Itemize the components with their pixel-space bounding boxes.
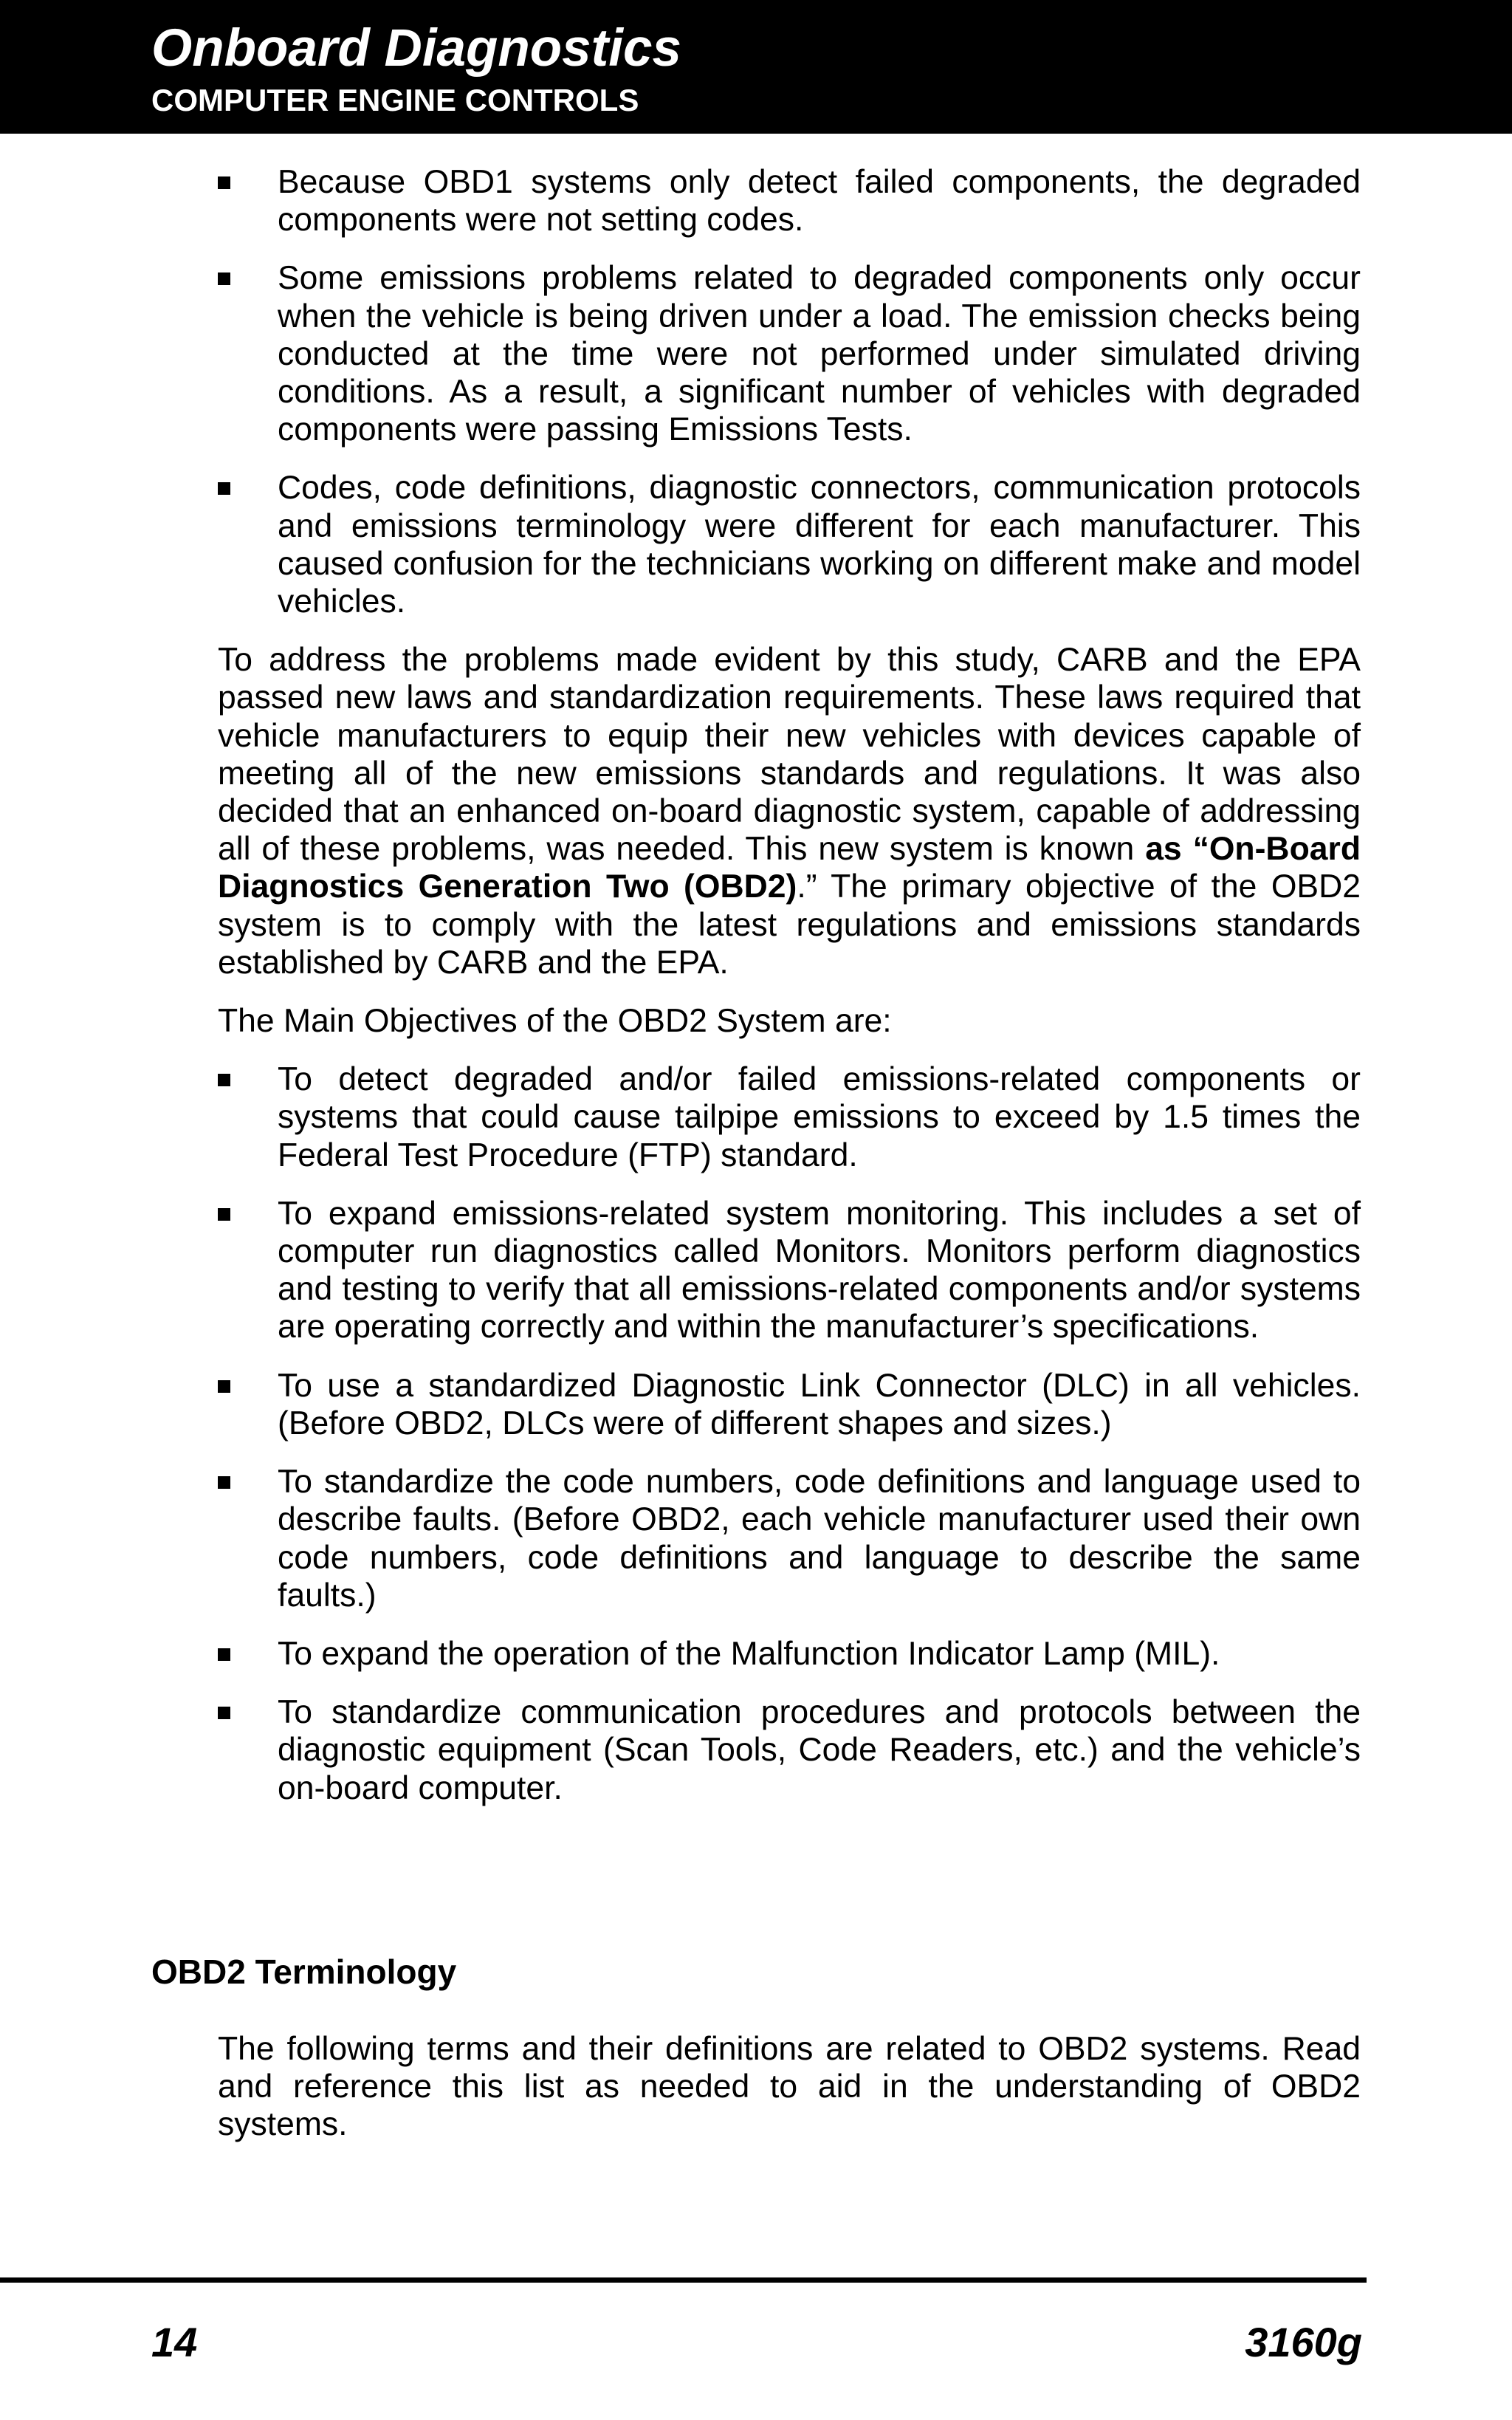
address-text-1: To address the problems made evident by this study, CARB and the EPA passed new laws and standardization requirements. These laws required that vehicle manufacturers to equip their new vehicles with devices capable of meeting all of the new emissions standards and regulations. It was also decided that an enhanced on-board diagnostic system, capable of addressing all of these problems, was needed. This new system is known [218,642,1361,868]
address-text-2: .” The primary objective of the OBD2 system is to comply with the latest regulations and emissions standards established by CARB and the EPA. [218,868,1361,981]
problem-item [218,163,1361,239]
square-bullet-icon [218,272,230,285]
objective-text: To standardize communication procedures and protocols between the diagnostic equipment (Scan Tools, Code Readers, etc.) and the vehicle’s on-board computer. [278,1694,1361,1806]
problem-text: Because OBD1 systems only detect failed components, the degraded components were not setting codes. [278,164,1361,239]
problem-item [218,469,1361,620]
square-bullet-icon [218,176,230,189]
footer-divider [0,2277,1367,2283]
objective-item [218,1367,1361,1442]
page-number: 14 [151,2319,198,2365]
objective-item [218,1195,1361,1346]
objective-item [218,1693,1361,1807]
square-bullet-icon [218,482,230,495]
objective-text: To expand emissions-related system monitoring. This includes a set of computer run diagnostics called Monitors. Monitors perform diagnostics and testing to verify that all emissions-related components and/or systems are operating correctly and within the manufacturer’s specifications. [278,1195,1361,1346]
objective-text: To use a standardized Diagnostic Link Connector (DLC) in all vehicles. (Before OBD2, DLCs were of different shapes and sizes.) [278,1367,1361,1442]
address-bold-term: as “On-Board Diagnostics Generation Two (OBD2) [218,831,1361,905]
header-title: Onboard Diagnostics [151,19,681,78]
objectives-intro: The Main Objectives of the OBD2 System are: [218,1003,892,1040]
header-subtitle: COMPUTER ENGINE CONTROLS [151,83,639,117]
objective-item [218,1060,1361,1174]
objective-text: To expand the operation of the Malfunction Indicator Lamp (MIL). [278,1635,1220,1672]
problem-item [218,259,1361,448]
square-bullet-icon [218,1476,230,1489]
model-number: 3160g [1245,2319,1362,2365]
section-intro: The following terms and their definitions are related to OBD2 systems. Read and reference this list as needed to aid in the understanding of OBD2 systems. [218,2031,1361,2143]
problem-text: Some emissions problems related to degraded components only occur when the vehicle is being driven under a load. The emission checks being conducted at the time were not performed under simulated driving conditions. As a result, a significant number of vehicles with degraded components were passing Emissions Tests. [278,260,1361,448]
square-bullet-icon [218,1707,230,1719]
objective-item [218,1635,1361,1673]
problem-text: Codes, code definitions, diagnostic connectors, communication protocols and emissions terminology were different for each manufacturer. This caused confusion for the technicians working on different make and model vehicles. [278,470,1361,620]
address-paragraph [218,641,1361,981]
objective-text: To standardize the code numbers, code definitions and language used to describe faults. (Before OBD2, each vehicle manufacturer used their own code numbers, code definitions and language to describe the same faults.) [278,1464,1361,1614]
square-bullet-icon [218,1208,230,1221]
square-bullet-icon [218,1648,230,1661]
objective-text: To detect degraded and/or failed emissions-related components or systems that could cause tailpipe emissions to exceed by 1.5 times the Federal Test Procedure (FTP) standard. [278,1061,1361,1173]
objective-item [218,1463,1361,1614]
square-bullet-icon [218,1074,230,1086]
section-heading: OBD2 Terminology [151,1953,457,1991]
main-content [218,163,1361,1828]
page-header [0,0,1512,134]
square-bullet-icon [218,1380,230,1393]
